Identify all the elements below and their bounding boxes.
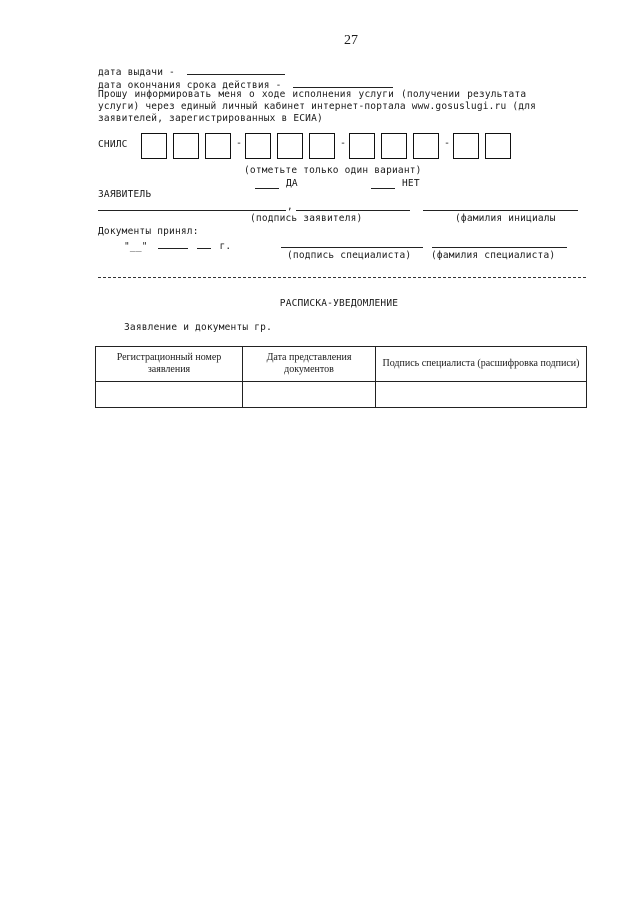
snils-digit-box[interactable]: [173, 133, 199, 159]
applicant-label: ЗАЯВИТЕЛЬ: [98, 189, 152, 200]
snils-digit-box[interactable]: [309, 133, 335, 159]
applicant-signature-line[interactable]: [296, 210, 410, 211]
snils-digit-box[interactable]: [453, 133, 479, 159]
issue-date-row: [98, 64, 285, 78]
snils-separator: -: [340, 138, 347, 149]
expiry-month-field[interactable]: [323, 77, 361, 88]
specialist-signature-cell[interactable]: [376, 382, 587, 408]
snils-digit-box[interactable]: [349, 133, 375, 159]
received-year-field[interactable]: [197, 238, 211, 249]
applicant-signature-caption: (подпись заявителя): [250, 213, 363, 224]
received-date-row: [124, 238, 231, 252]
applicant-comma: ,: [287, 201, 293, 212]
applicant-initials-line[interactable]: [423, 210, 578, 211]
snils-digit-box[interactable]: [413, 133, 439, 159]
snils-label: СНИЛС: [98, 139, 128, 150]
applicant-name-line[interactable]: [98, 210, 286, 211]
snils-digit-box[interactable]: [381, 133, 407, 159]
inform-line-2: услуги) через единый личный кабинет интернет-портала www.gosuslugi.ru (для: [98, 101, 537, 112]
issue-month-field[interactable]: [217, 64, 255, 75]
snils-digit-box[interactable]: [245, 133, 271, 159]
received-day-quotes: "__": [124, 241, 148, 252]
receipt-table: [95, 346, 587, 408]
specialist-name-caption: (фамилия специалиста): [431, 250, 556, 261]
docs-received-label: Документы принял:: [98, 226, 199, 237]
snils-separator: -: [444, 138, 451, 149]
received-month-field[interactable]: [158, 238, 188, 249]
column-header-specialist-signature: Подпись специалиста (расшифровка подписи): [376, 347, 587, 382]
no-checkbox-line[interactable]: [371, 188, 395, 189]
year-suffix: г.: [219, 241, 232, 252]
column-header-submission-date: Дата представления документов: [243, 347, 376, 382]
issue-day-field[interactable]: [187, 64, 217, 75]
snils-digit-box[interactable]: [141, 133, 167, 159]
inform-line-3: заявителей, зарегистрированных в ЕСИА): [98, 113, 323, 124]
inform-line-1: Прошу информировать меня о ходе исполнения услуги (получении результата: [98, 89, 527, 100]
snils-separator: -: [236, 138, 243, 149]
snils-digit-box[interactable]: [205, 133, 231, 159]
specialist-name-line[interactable]: [432, 247, 567, 248]
snils-digit-box[interactable]: [485, 133, 511, 159]
no-option-label: НЕТ: [402, 178, 420, 189]
expiry-day-field[interactable]: [293, 77, 323, 88]
issue-date-label: дата выдачи -: [98, 67, 175, 78]
specialist-signature-line[interactable]: [281, 247, 423, 248]
receipt-text: Заявление и документы гр.: [124, 322, 272, 333]
registration-number-cell[interactable]: [96, 382, 243, 408]
choose-one-hint: (отметьте только один вариант): [244, 165, 422, 176]
issue-year-field[interactable]: [255, 64, 285, 75]
specialist-signature-caption: (подпись специалиста): [287, 250, 412, 261]
receipt-title: РАСПИСКА-УВЕДОМЛЕНИЕ: [279, 298, 399, 309]
cut-line: [98, 277, 586, 278]
expiry-year-field[interactable]: [361, 77, 393, 88]
expiry-date-label: дата окончания срока действия -: [98, 80, 282, 91]
column-header-registration-number: Регистрационный номер заявления: [96, 347, 243, 382]
table-row: [96, 382, 587, 408]
table-header-row: [96, 347, 587, 382]
yes-checkbox-line[interactable]: [255, 188, 279, 189]
submission-date-cell[interactable]: [243, 382, 376, 408]
page-number: 27: [344, 33, 358, 48]
yes-option-label: ДА: [286, 178, 298, 189]
applicant-name-caption: (фамилия инициалы: [455, 213, 556, 224]
snils-digit-box[interactable]: [277, 133, 303, 159]
